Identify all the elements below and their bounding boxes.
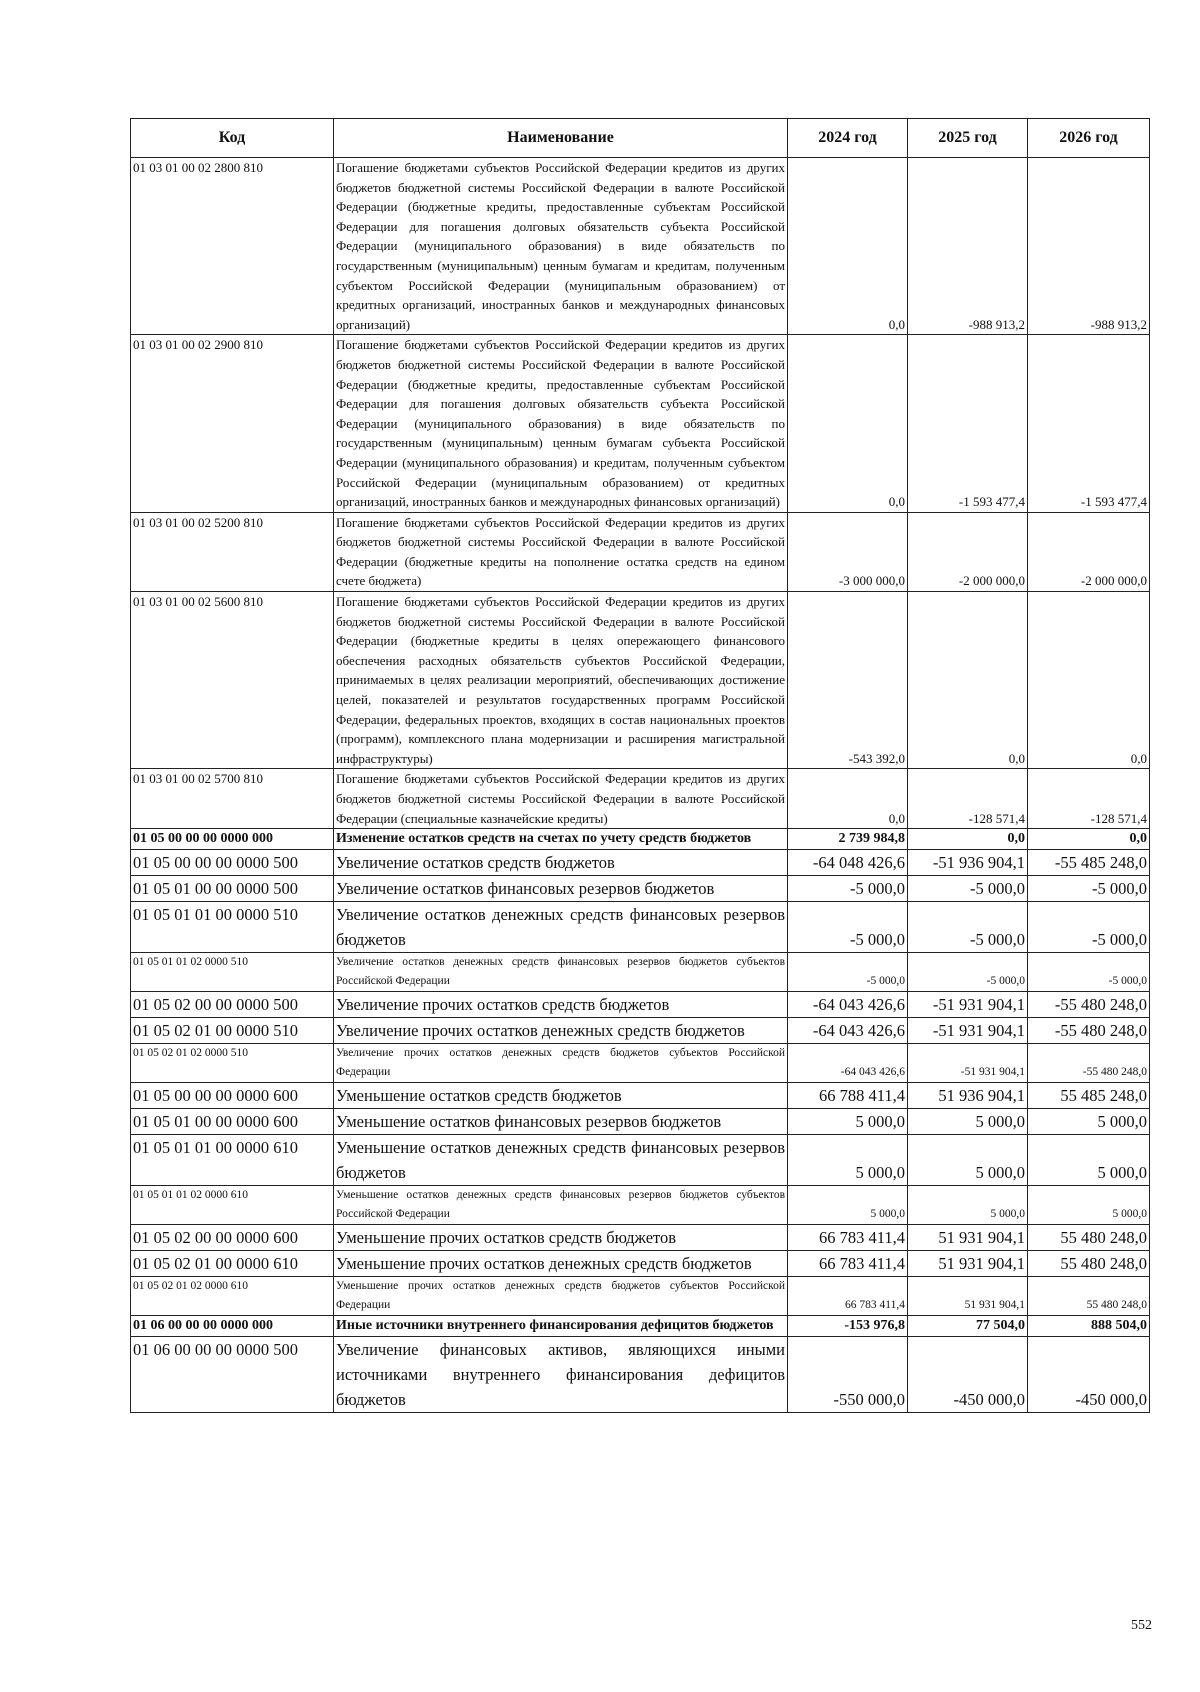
row-value-2026: -55 480 248,0 [1028,1044,1150,1083]
row-value-2026: -988 913,2 [1028,158,1150,335]
row-code: 01 05 02 00 00 0000 500 [131,992,334,1018]
row-name: Уменьшение прочих остатков денежных средств бюджетов [334,1251,788,1277]
page-number: 552 [1131,1618,1152,1633]
row-name: Увеличение прочих остатков денежных средств бюджетов [334,1018,788,1044]
row-value-2024: -64 048 426,6 [788,850,908,876]
row-value-2026: -55 480 248,0 [1028,1018,1150,1044]
row-value-2024: -3 000 000,0 [788,512,908,591]
table-row [131,1225,1150,1251]
row-name: Увеличение прочих остатков средств бюджетов [334,992,788,1018]
row-value-2025: -5 000,0 [908,902,1028,953]
row-name: Иные источники внутреннего финансирования дефицитов бюджетов [334,1316,788,1337]
row-code: 01 05 00 00 00 0000 500 [131,850,334,876]
row-code: 01 03 01 00 02 2900 810 [131,335,334,512]
row-code: 01 05 02 01 02 0000 610 [131,1277,334,1316]
row-value-2025: 77 504,0 [908,1316,1028,1337]
row-name: Погашение бюджетами субъектов Российской Федерации кредитов из других бюджетов бюджетной системы Российской Федерации в валюте Российской Федерации (бюджетные кредиты, предоставленные субъектам Российской Федерации для погашения долговых обязательств субъекта Российской Федерации (муниципального образования) в виде обязательств по государственным (муниципальным) ценным бумагам и кредитам, полученным субъектом Российской Федерации (муниципальным образованием) от кредитных организаций, иностранных банков и международных финансовых организаций) [334,158,788,335]
header-name: Наименование [334,119,788,158]
row-value-2026: 55 480 248,0 [1028,1277,1150,1316]
table-row [131,158,1150,335]
row-code: 01 05 00 00 00 0000 600 [131,1083,334,1109]
row-name: Увеличение финансовых активов, являющихся иными источниками внутреннего финансирования дефицитов бюджетов [334,1337,788,1413]
row-name: Увеличение остатков финансовых резервов бюджетов [334,876,788,902]
table-row [131,592,1150,769]
row-code: 01 06 00 00 00 0000 000 [131,1316,334,1337]
row-name: Увеличение остатков денежных средств финансовых резервов бюджетов [334,902,788,953]
row-value-2024: -64 043 426,6 [788,1018,908,1044]
row-name: Погашение бюджетами субъектов Российской Федерации кредитов из других бюджетов бюджетной системы Российской Федерации в валюте Российской Федерации (специальные казначейские кредиты) [334,769,788,829]
row-value-2026: -128 571,4 [1028,769,1150,829]
row-value-2025: -988 913,2 [908,158,1028,335]
row-value-2024: 5 000,0 [788,1186,908,1225]
row-name: Увеличение остатков средств бюджетов [334,850,788,876]
table-row [131,1109,1150,1135]
row-value-2026: 55 480 248,0 [1028,1251,1150,1277]
row-code: 01 03 01 00 02 5700 810 [131,769,334,829]
row-value-2025: -51 931 904,1 [908,992,1028,1018]
table-row [131,992,1150,1018]
row-value-2025: -51 931 904,1 [908,1044,1028,1083]
row-value-2025: -2 000 000,0 [908,512,1028,591]
row-value-2025: -51 936 904,1 [908,850,1028,876]
row-value-2024: 66 783 411,4 [788,1277,908,1316]
row-value-2026: -1 593 477,4 [1028,335,1150,512]
row-value-2026: 5 000,0 [1028,1135,1150,1186]
row-value-2026: 55 485 248,0 [1028,1083,1150,1109]
row-code: 01 05 02 01 02 0000 510 [131,1044,334,1083]
table-row [131,1251,1150,1277]
row-value-2024: 66 783 411,4 [788,1225,908,1251]
row-value-2025: -128 571,4 [908,769,1028,829]
row-value-2024: -64 043 426,6 [788,992,908,1018]
row-value-2025: 51 931 904,1 [908,1225,1028,1251]
row-value-2025: -450 000,0 [908,1337,1028,1413]
row-value-2025: 51 936 904,1 [908,1083,1028,1109]
row-name: Уменьшение остатков финансовых резервов бюджетов [334,1109,788,1135]
row-code: 01 03 01 00 02 5200 810 [131,512,334,591]
row-value-2026: 0,0 [1028,829,1150,850]
header-2024: 2024 год [788,119,908,158]
table-header-row [131,119,1150,158]
row-value-2025: 5 000,0 [908,1186,1028,1225]
row-value-2024: 0,0 [788,335,908,512]
row-code: 01 05 01 01 02 0000 610 [131,1186,334,1225]
row-value-2024: 5 000,0 [788,1109,908,1135]
row-name: Уменьшение остатков денежных средств финансовых резервов бюджетов [334,1135,788,1186]
row-value-2026: -450 000,0 [1028,1337,1150,1413]
row-value-2025: -5 000,0 [908,953,1028,992]
row-value-2026: 55 480 248,0 [1028,1225,1150,1251]
row-code: 01 05 01 01 02 0000 510 [131,953,334,992]
row-name: Погашение бюджетами субъектов Российской Федерации кредитов из других бюджетов бюджетной системы Российской Федерации в валюте Российской Федерации (бюджетные кредиты на пополнение остатка средств на едином счете бюджета) [334,512,788,591]
table-row-section [131,829,1150,850]
table-row [131,512,1150,591]
row-value-2026: -5 000,0 [1028,953,1150,992]
row-value-2024: 66 788 411,4 [788,1083,908,1109]
table-row-section [131,1316,1150,1337]
table-row [131,1018,1150,1044]
row-value-2026: 5 000,0 [1028,1186,1150,1225]
header-code: Код [131,119,334,158]
row-name: Изменение остатков средств на счетах по учету средств бюджетов [334,829,788,850]
row-code: 01 05 02 01 00 0000 510 [131,1018,334,1044]
row-value-2025: -51 931 904,1 [908,1018,1028,1044]
row-value-2025: -1 593 477,4 [908,335,1028,512]
table-row [131,1083,1150,1109]
budget-sources-table [130,118,1150,1413]
row-value-2026: -5 000,0 [1028,876,1150,902]
row-value-2026: -55 480 248,0 [1028,992,1150,1018]
table-row [131,1044,1150,1083]
row-value-2026: 5 000,0 [1028,1109,1150,1135]
row-name: Уменьшение остатков средств бюджетов [334,1083,788,1109]
row-value-2026: -55 485 248,0 [1028,850,1150,876]
row-value-2025: 5 000,0 [908,1135,1028,1186]
row-code: 01 05 01 01 00 0000 610 [131,1135,334,1186]
table-row [131,953,1150,992]
row-value-2026: 888 504,0 [1028,1316,1150,1337]
row-code: 01 03 01 00 02 2800 810 [131,158,334,335]
row-value-2024: -153 976,8 [788,1316,908,1337]
row-value-2024: 66 783 411,4 [788,1251,908,1277]
row-value-2026: 0,0 [1028,592,1150,769]
row-name: Уменьшение прочих остатков денежных средств бюджетов субъектов Российской Федерации [334,1277,788,1316]
row-value-2024: 5 000,0 [788,1135,908,1186]
row-code: 01 05 02 00 00 0000 600 [131,1225,334,1251]
row-value-2024: -543 392,0 [788,592,908,769]
header-2025: 2025 год [908,119,1028,158]
table-row [131,335,1150,512]
row-value-2024: 0,0 [788,158,908,335]
row-value-2025: 0,0 [908,592,1028,769]
table-row [131,1135,1150,1186]
row-name: Увеличение остатков денежных средств финансовых резервов бюджетов субъектов Российской Федерации [334,953,788,992]
row-name: Увеличение прочих остатков денежных средств бюджетов субъектов Российской Федерации [334,1044,788,1083]
row-code: 01 05 01 01 00 0000 510 [131,902,334,953]
row-code: 01 03 01 00 02 5600 810 [131,592,334,769]
row-value-2025: -5 000,0 [908,876,1028,902]
table-row [131,1277,1150,1316]
row-code: 01 06 00 00 00 0000 500 [131,1337,334,1413]
table-row [131,1337,1150,1413]
row-name: Погашение бюджетами субъектов Российской Федерации кредитов из других бюджетов бюджетной системы Российской Федерации в валюте Российской Федерации (бюджетные кредиты в целях опережающего финансового обеспечения расходных обязательств субъектов Российской Федерации, принимаемых в целях реализации мероприятий, обеспечивающих достижение целей, показателей и результатов государственных программ Российской Федерации, федеральных проектов, входящих в состав национальных проектов (программ), комплексного плана модернизации и расширения магистральной инфраструктуры) [334,592,788,769]
row-value-2024: -550 000,0 [788,1337,908,1413]
header-2026: 2026 год [1028,119,1150,158]
row-value-2025: 0,0 [908,829,1028,850]
table-row [131,769,1150,829]
row-code: 01 05 01 00 00 0000 500 [131,876,334,902]
row-name: Погашение бюджетами субъектов Российской Федерации кредитов из других бюджетов бюджетной системы Российской Федерации в валюте Российской Федерации (бюджетные кредиты, предоставленные субъектам Российской Федерации для погашения долговых обязательств субъекта Российской Федерации (муниципального образования) в виде обязательств по государственным (муниципальным) ценным бумагам субъекта Российской Федерации (муниципального образования) и кредитам, полученным субъектом Российской Федерации (муниципальным образованием) от кредитных организаций, иностранных банков и международных финансовых организаций) [334,335,788,512]
row-value-2024: -5 000,0 [788,953,908,992]
table-row [131,1186,1150,1225]
row-name: Уменьшение прочих остатков средств бюджетов [334,1225,788,1251]
row-value-2024: -5 000,0 [788,902,908,953]
row-value-2024: 2 739 984,8 [788,829,908,850]
row-value-2026: -5 000,0 [1028,902,1150,953]
row-value-2024: 0,0 [788,769,908,829]
table-row [131,850,1150,876]
row-value-2026: -2 000 000,0 [1028,512,1150,591]
row-code: 01 05 00 00 00 0000 000 [131,829,334,850]
row-code: 01 05 01 00 00 0000 600 [131,1109,334,1135]
row-value-2024: -64 043 426,6 [788,1044,908,1083]
row-value-2024: -5 000,0 [788,876,908,902]
row-name: Уменьшение остатков денежных средств финансовых резервов бюджетов субъектов Российской Федерации [334,1186,788,1225]
row-code: 01 05 02 01 00 0000 610 [131,1251,334,1277]
table-row [131,876,1150,902]
row-value-2025: 51 931 904,1 [908,1277,1028,1316]
row-value-2025: 51 931 904,1 [908,1251,1028,1277]
table-row [131,902,1150,953]
row-value-2025: 5 000,0 [908,1109,1028,1135]
